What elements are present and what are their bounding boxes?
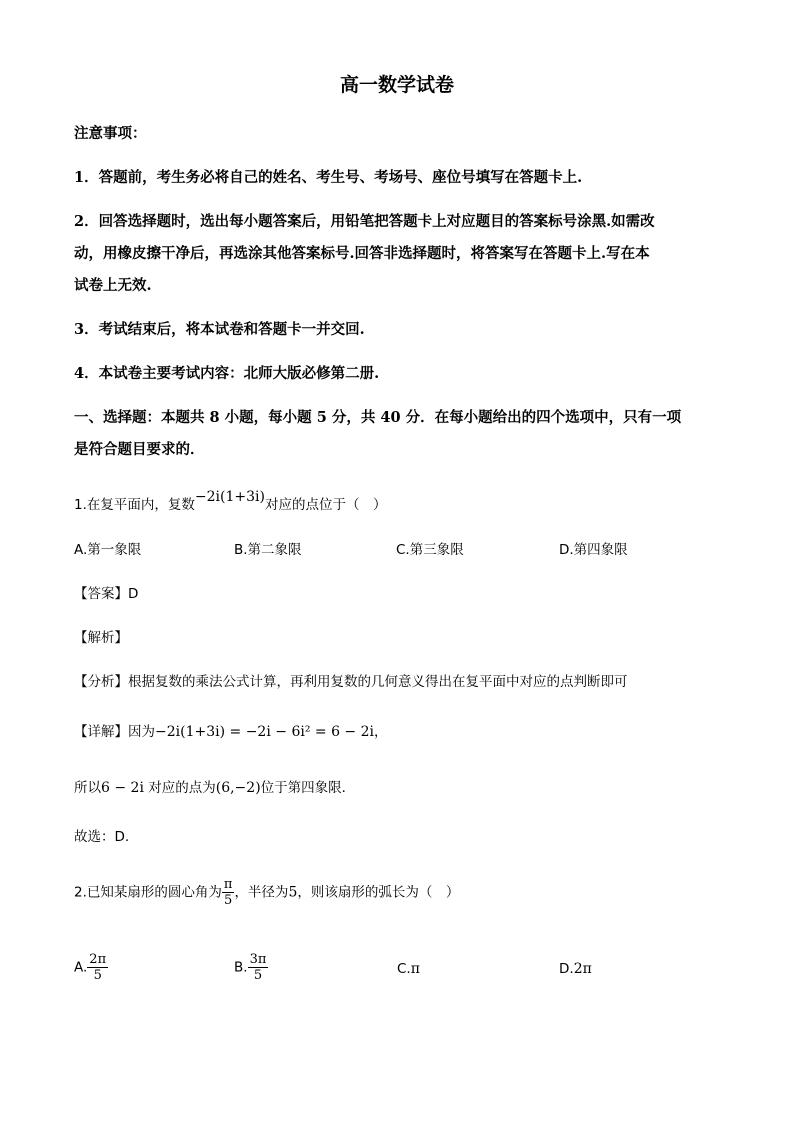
note-item-3: 3．考试结束后，将本试卷和答题卡一并交回. bbox=[74, 321, 365, 338]
question-1 bbox=[74, 489, 387, 513]
q2-option-a-denominator: 5 bbox=[93, 968, 102, 983]
q1-analysis-label: 【解析】 bbox=[74, 630, 128, 646]
q2-option-d-label: D. bbox=[559, 961, 574, 977]
q1-option-b: B.第二象限 bbox=[234, 542, 302, 558]
q2-option-b bbox=[234, 952, 268, 983]
question-2 bbox=[74, 877, 459, 908]
question-2-suffix: ，则该扇形的弧长为（ ） bbox=[297, 884, 460, 901]
angle-numerator: π bbox=[223, 877, 233, 892]
q2-option-b-fraction bbox=[248, 952, 269, 983]
q2-option-c-label: C. bbox=[397, 961, 411, 977]
q1-xiangjie-tail: ， bbox=[374, 724, 388, 740]
question-2-mid: ，半径为 bbox=[234, 884, 289, 901]
q1-xiangjie bbox=[74, 720, 388, 740]
q1-xiangjie-label: 【详解】因为 bbox=[74, 724, 155, 740]
note-item-2-line-1: 2．回答选择题时，选出每小题答案后，用铅笔把答题卡上对应题目的答案标号涂黑.如需改 bbox=[74, 213, 655, 230]
q1-option-c: C.第三象限 bbox=[396, 542, 464, 558]
q1-conclusion-expr-2: (6,−2) bbox=[215, 780, 261, 796]
q1-option-d: D.第四象限 bbox=[559, 542, 628, 558]
q1-conclusion-expr-1: 6 − 2i bbox=[101, 780, 144, 796]
question-1-suffix: 对应的点位于（ ） bbox=[264, 497, 387, 513]
note-item-4: 4．本试卷主要考试内容：北师大版必修第二册. bbox=[74, 365, 380, 382]
q2-option-a bbox=[74, 952, 108, 983]
question-1-expression: −2i(1+3i) bbox=[194, 489, 265, 505]
q1-conclusion-prefix: 所以 bbox=[74, 780, 101, 796]
question-2-radius: 5 bbox=[288, 884, 298, 901]
question-2-angle-fraction bbox=[222, 877, 235, 908]
q1-fenxi: 【分析】根据复数的乘法公式计算，再利用复数的几何意义得出在复平面中对应的点判断即可 bbox=[74, 674, 628, 690]
section-heading-line-1: 一、选择题：本题共 8 小题，每小题 5 分，共 40 分．在每小题给出的四个选项中，只有一项 bbox=[74, 409, 682, 426]
notes-heading: 注意事项： bbox=[74, 125, 147, 142]
q1-answer: 【答案】D bbox=[74, 586, 139, 602]
q1-xiangjie-expression: −2i(1+3i) = −2i − 6i² = 6 − 2i bbox=[155, 724, 374, 740]
section-heading-line-2: 是符合题目要求的． bbox=[74, 441, 205, 458]
q1-conclusion-tail: 位于第四象限． bbox=[260, 780, 356, 796]
q2-option-d-value: 2π bbox=[573, 961, 592, 977]
note-item-2-line-3: 试卷上无效. bbox=[74, 277, 152, 294]
q2-option-a-fraction bbox=[87, 952, 108, 983]
q2-option-c-value: π bbox=[410, 961, 420, 977]
q1-final-choice: 故选：D. bbox=[74, 829, 130, 845]
note-item-2-line-2: 动，用橡皮擦干净后，再选涂其他答案标号.回答非选择题时，将答案写在答题卡上.写在本 bbox=[74, 245, 650, 262]
q1-conclusion bbox=[74, 776, 355, 796]
q2-option-a-label: A. bbox=[74, 959, 88, 976]
q2-option-d bbox=[559, 961, 592, 977]
q1-option-a: A.第一象限 bbox=[74, 542, 142, 558]
q2-option-b-label: B. bbox=[234, 959, 248, 976]
note-item-1: 1．答题前，考生务必将自己的姓名、考生号、考场号、座位号填写在答题卡上. bbox=[74, 169, 583, 186]
page-title: 高一数学试卷 bbox=[339, 74, 454, 96]
q1-conclusion-mid: 对应的点为 bbox=[148, 780, 216, 796]
q2-option-b-numerator: 3π bbox=[249, 952, 267, 967]
q2-option-c bbox=[397, 961, 420, 977]
q2-option-b-denominator: 5 bbox=[253, 968, 263, 983]
q2-option-a-numerator: 2π bbox=[89, 952, 107, 967]
question-2-prefix: 2.已知某扇形的圆心角为 bbox=[74, 884, 222, 901]
question-1-prefix: 1.在复平面内，复数 bbox=[74, 497, 195, 513]
angle-denominator: 5 bbox=[224, 893, 233, 908]
